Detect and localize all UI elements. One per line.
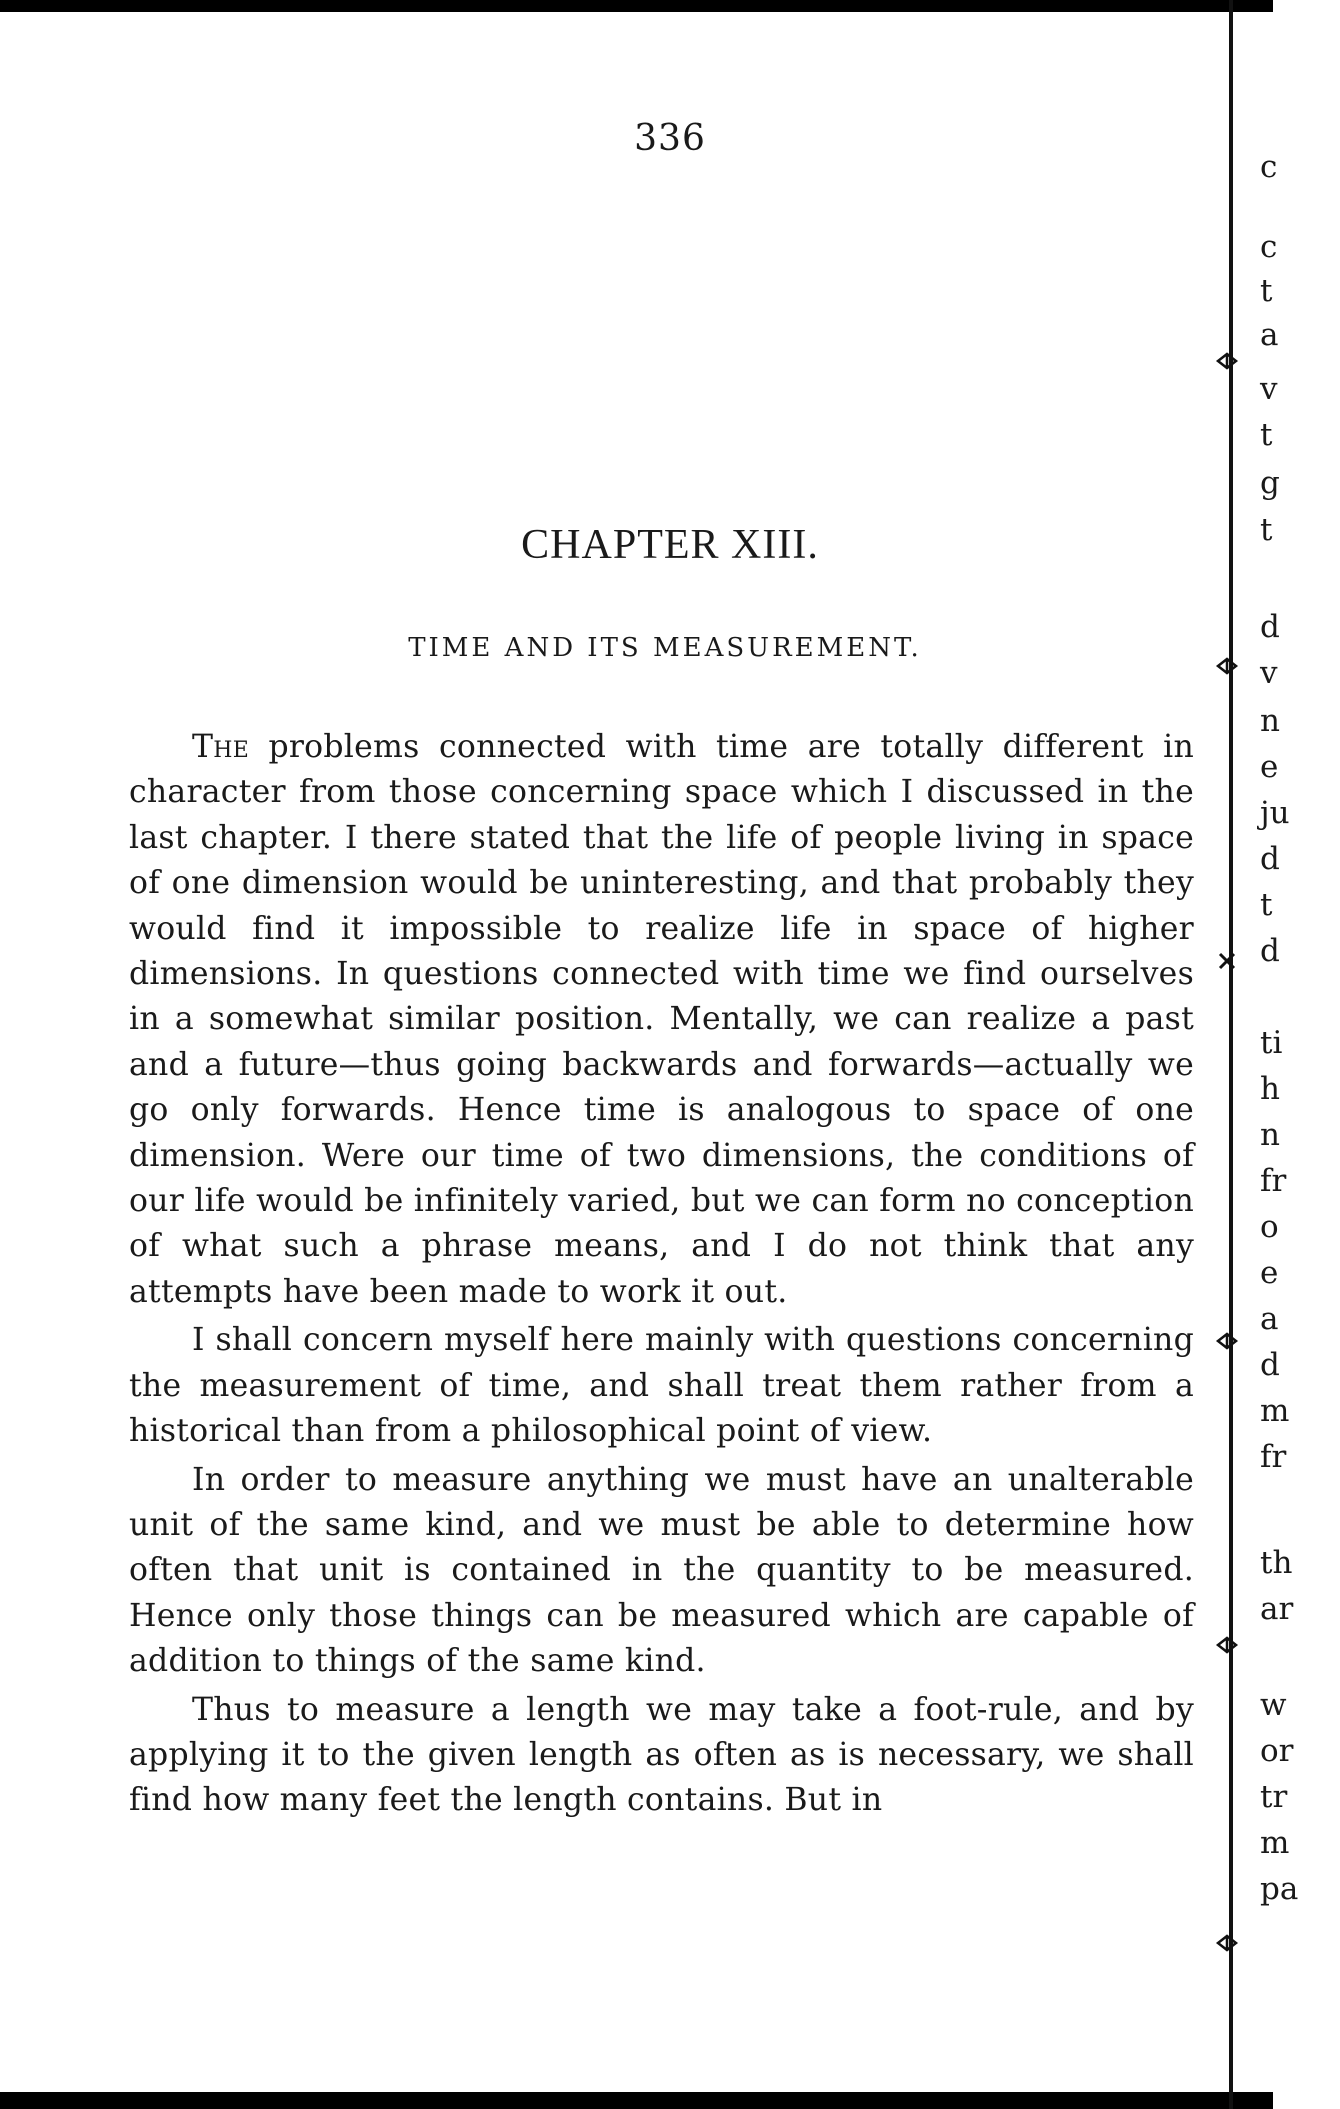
facing-page-fragment: d xyxy=(1260,1347,1280,1383)
paragraph xyxy=(129,725,1194,1315)
facing-page-fragment: fr xyxy=(1260,1439,1287,1475)
facing-page-fragment: a xyxy=(1260,317,1279,353)
facing-page-fragment: e xyxy=(1260,749,1279,785)
page-number: 336 xyxy=(634,118,706,159)
facing-page-fragment: ar xyxy=(1260,1591,1294,1627)
facing-page-fragment: m xyxy=(1260,1825,1290,1861)
binding-stitch-icon xyxy=(1216,350,1238,372)
facing-page-fragment: d xyxy=(1260,609,1280,645)
facing-page-fragment: tr xyxy=(1260,1779,1288,1815)
facing-page-fragment: g xyxy=(1260,465,1280,501)
chapter-subtitle: TIME AND ITS MEASUREMENT. xyxy=(408,633,922,663)
facing-page-fragment: t xyxy=(1260,273,1273,309)
facing-page-fragment: or xyxy=(1260,1733,1294,1769)
facing-page-fragment: w xyxy=(1260,1687,1287,1723)
facing-page-fragment: o xyxy=(1260,1209,1279,1245)
facing-page-fragment: v xyxy=(1260,371,1278,407)
paragraph: Thus to measure a length we may take a foot-rule, and by applying it to the given length as often as is necessary, we shall find how many feet the length contains. But in xyxy=(129,1691,1194,1819)
binding-stitch-icon xyxy=(1216,950,1238,972)
facing-page-fragment: e xyxy=(1260,1255,1279,1291)
facing-page-fragment: d xyxy=(1260,841,1280,877)
facing-page-fragment: c xyxy=(1260,149,1278,185)
chapter-title: CHAPTER XIII. xyxy=(521,522,819,568)
body-text xyxy=(129,725,1194,1827)
facing-page-fragment: t xyxy=(1260,512,1273,548)
paragraph-text: problems connected with time are totally different in character from those concerning space which I discussed in the last chapter. I there stated that the life of people living in space of one dimension would be uninteresting, and that probably they would find it impossible to realize life in space of higher dimensions. In questions connected with time we find ourselves in a somewhat similar position. Mentally, we can realize a past and a future—thus going backwards and forwards—actually we go only forwards. Hence time is analogous to space of one dimension. Were our time of two dimensions, the conditions of our life would be infinitely varied, but we can form no conception of what such a phrase means, and I do not think that any attempts have been made to work it out. xyxy=(129,729,1194,1310)
paragraph: In order to measure anything we must have an unalterable unit of the same kind, and we must be able to determine how often that unit is contained in the quantity to be measured. Hence only those things can be measured which are capable of addition to things of the same kind. xyxy=(129,1461,1194,1680)
binding-stitch-icon xyxy=(1216,1932,1238,1954)
facing-page-fragment: v xyxy=(1260,655,1278,691)
facing-page-fragment: a xyxy=(1260,1301,1279,1337)
gutter-line xyxy=(1229,0,1233,2109)
facing-page-fragment: n xyxy=(1260,1117,1280,1153)
facing-page-fragment: pa xyxy=(1260,1871,1299,1907)
facing-page-fragment: th xyxy=(1260,1545,1293,1581)
facing-page-fragment: d xyxy=(1260,933,1280,969)
facing-page-fragment: t xyxy=(1260,887,1273,923)
bottom-border xyxy=(0,2092,1273,2109)
binding-stitch-icon xyxy=(1216,655,1238,677)
top-border xyxy=(0,0,1273,12)
paragraph: I shall concern myself here mainly with questions concerning the measurement of time, and shall treat them rather from a historical than from a philosophical point of view. xyxy=(129,1322,1194,1450)
facing-page-fragment: m xyxy=(1260,1393,1290,1429)
binding-stitch-icon xyxy=(1216,1330,1238,1352)
binding-stitch-icon xyxy=(1216,1634,1238,1656)
facing-page-fragment: h xyxy=(1260,1071,1280,1107)
facing-page-edge xyxy=(1242,0,1299,2092)
paragraph-lead: The xyxy=(192,729,250,765)
facing-page-fragment: fr xyxy=(1260,1163,1287,1199)
facing-page-fragment: n xyxy=(1260,703,1280,739)
facing-page-fragment: t xyxy=(1260,417,1273,453)
facing-page-fragment: c xyxy=(1260,229,1278,265)
facing-page-fragment: ti xyxy=(1260,1025,1283,1061)
facing-page-fragment: ju xyxy=(1260,795,1290,831)
